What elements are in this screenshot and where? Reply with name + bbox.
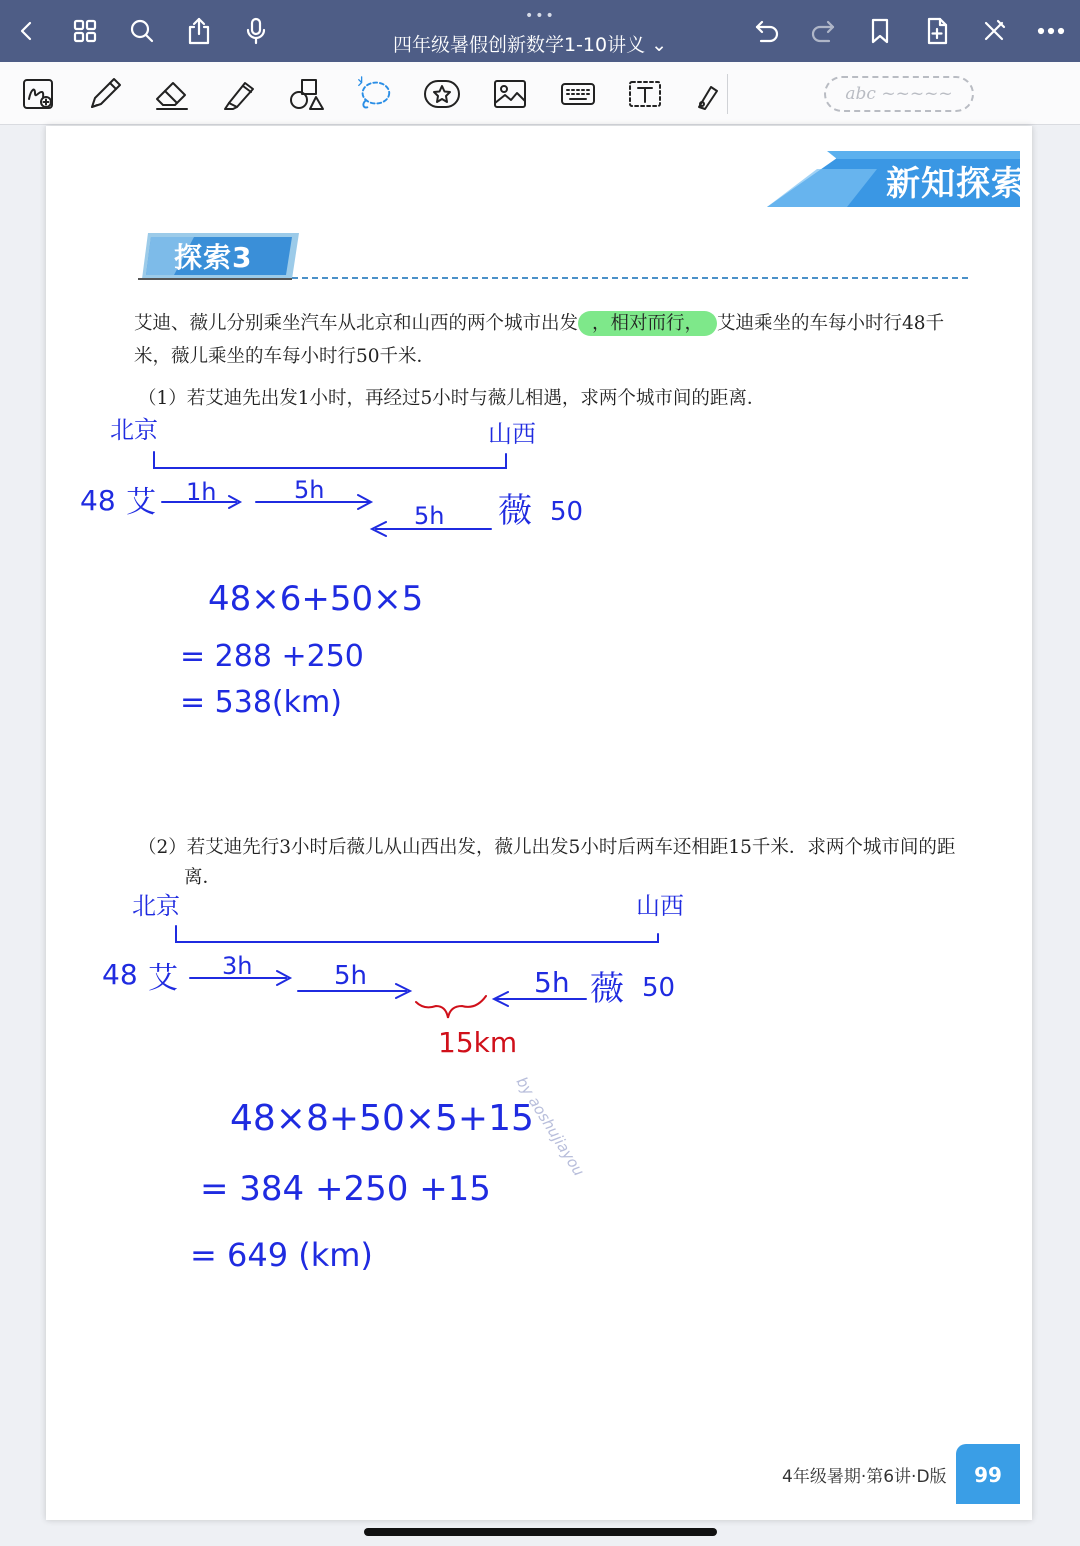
redo-icon[interactable]	[806, 14, 840, 48]
eraser-tool-icon[interactable]	[152, 74, 192, 114]
q1-calc-line-2: = 288 +250	[180, 639, 364, 674]
close-pen-icon[interactable]	[977, 14, 1011, 48]
microphone-icon[interactable]	[239, 14, 273, 48]
q2-segment-3: 5h	[534, 966, 570, 999]
section-banner-title: 新知探索	[886, 164, 1026, 204]
q2-gap-brace	[416, 996, 486, 1018]
q2-calc-line-2: = 384 +250 +15	[200, 1169, 491, 1209]
add-page-icon[interactable]	[920, 14, 954, 48]
problem-text-2: 艾迪乘坐的车每小时行48千	[717, 313, 945, 334]
page-footer: 4年级暑期·第6讲·D版	[782, 1467, 947, 1487]
sticker-tool-icon[interactable]	[422, 74, 462, 114]
search-icon[interactable]	[125, 14, 159, 48]
shapes-tool-icon[interactable]	[287, 74, 327, 114]
laser-pointer-icon[interactable]	[686, 74, 726, 114]
question-1: （1）若艾迪先出发1小时，再经过5小时与薇儿相遇，求两个城市间的距离．	[138, 388, 766, 409]
document-page[interactable]	[46, 126, 1032, 1520]
q1-speed-left: 48	[80, 484, 116, 517]
q2-name-right: 薇	[590, 969, 624, 1009]
q2-segment-1: 3h	[222, 952, 253, 980]
grid-icon[interactable]	[68, 14, 102, 48]
problem-text-3: 米，薇儿乘坐的车每小时行50千米．	[134, 346, 436, 367]
highlighted-phrase: ，相对而行，	[578, 311, 717, 336]
q1-name-right: 薇	[498, 491, 532, 531]
handwriting-zoom-icon[interactable]	[18, 74, 58, 114]
q2-city-left: 北京	[132, 892, 180, 920]
lasso-tool-icon[interactable]	[354, 74, 394, 114]
toolbar-separator	[727, 74, 728, 114]
problem-text-1: 艾迪、薇儿分别乘坐汽车从北京和山西的两个城市出发	[134, 313, 579, 334]
q1-speed-right: 50	[550, 497, 584, 527]
pen-preview-field[interactable]: abc ~~~~~	[824, 76, 974, 112]
q1-city-left: 北京	[110, 416, 158, 444]
q2-city-right: 山西	[636, 892, 684, 920]
q2-segment-2: 5h	[334, 961, 368, 991]
share-icon[interactable]	[182, 14, 216, 48]
handwriting-layer[interactable]	[46, 126, 1032, 1520]
top-nav-bar	[0, 0, 1080, 62]
page-number: 99	[956, 1444, 1020, 1504]
more-icon[interactable]	[1034, 14, 1068, 48]
q2-gap-label: 15km	[438, 1026, 518, 1059]
q2-speed-right: 50	[642, 973, 676, 1003]
watermark-text: by aoshujiayou	[512, 1073, 588, 1180]
q1-city-right: 山西	[488, 420, 536, 448]
highlighter-tool-icon[interactable]	[220, 74, 260, 114]
q1-segment-2: 5h	[294, 476, 325, 504]
annotation-toolbar	[0, 62, 1080, 125]
section-tag-title: 探索3	[174, 241, 253, 274]
document-title[interactable]: 四年级暑假创新数学1-10讲义 ⌄	[392, 34, 668, 56]
question-2-line2: 离．	[184, 867, 222, 888]
q2-calc-line-3: = 649 (km)	[190, 1236, 373, 1274]
question-2-line1: （2）若艾迪先行3小时后薇儿从山西出发，薇儿出发5小时后两车还相距15千米．求两个城市间的距	[138, 837, 956, 858]
q1-calc-line-3: = 538(km)	[180, 685, 342, 720]
window-drag-dots[interactable]: •••	[525, 8, 556, 24]
q1-segment-1: 1h	[186, 478, 217, 506]
q1-calc-line-1: 48×6+50×5	[208, 579, 424, 619]
home-indicator[interactable]	[364, 1528, 717, 1536]
image-tool-icon[interactable]	[490, 74, 530, 114]
keyboard-tool-icon[interactable]	[558, 74, 598, 114]
q1-name-left: 艾	[126, 485, 156, 520]
q2-name-left: 艾	[148, 961, 178, 996]
pen-tool-icon[interactable]	[85, 74, 125, 114]
undo-icon[interactable]	[750, 14, 784, 48]
q2-calc-line-1: 48×8+50×5+15	[230, 1098, 534, 1139]
text-box-tool-icon[interactable]	[625, 74, 665, 114]
q2-distance-line	[176, 926, 658, 942]
q1-distance-line	[154, 452, 506, 468]
q2-speed-left: 48	[102, 958, 138, 991]
back-icon[interactable]	[10, 14, 44, 48]
q1-segment-3: 5h	[414, 502, 445, 530]
bookmark-icon[interactable]	[863, 14, 897, 48]
